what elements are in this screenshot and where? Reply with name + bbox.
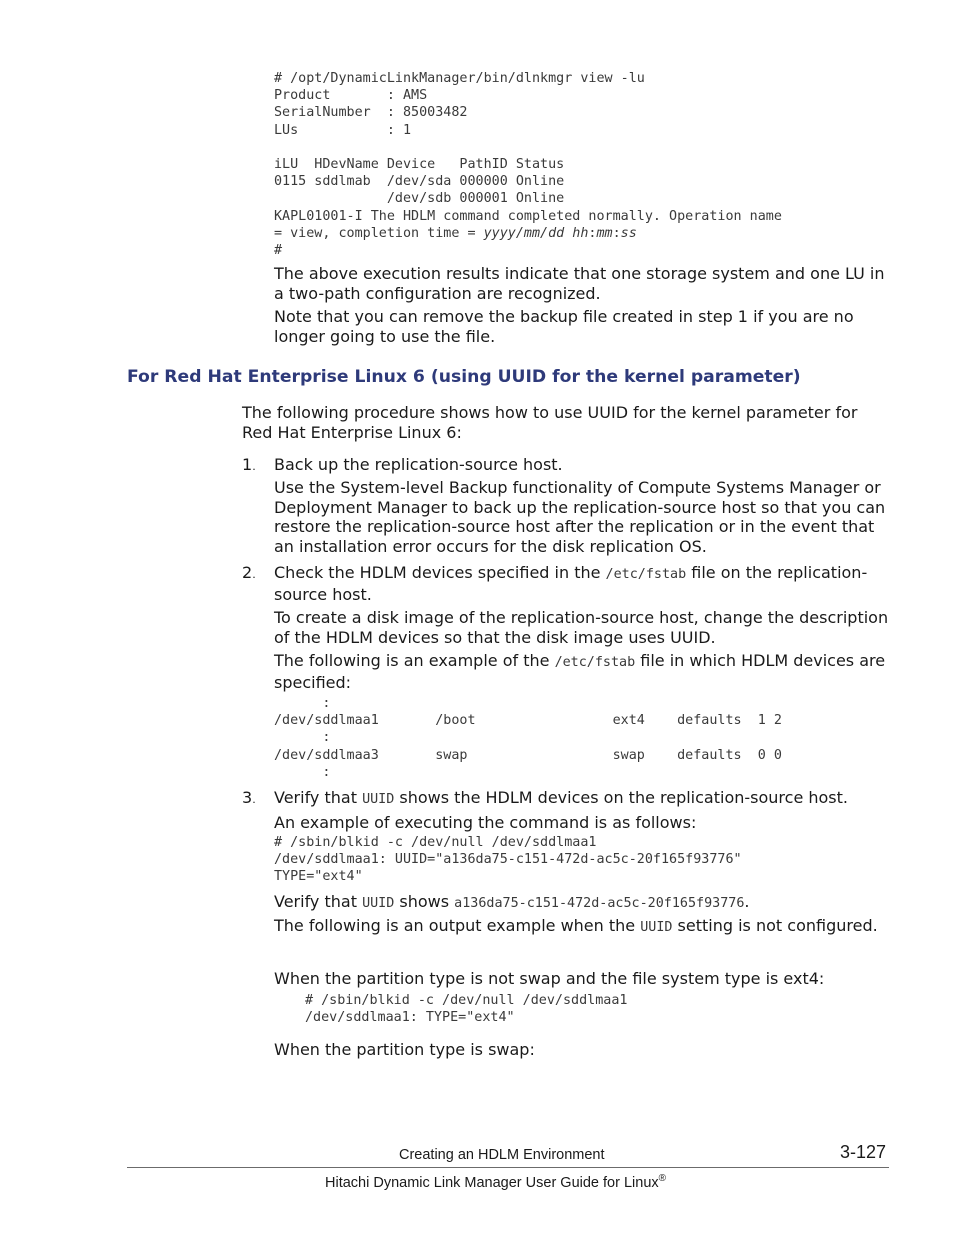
- code-line: /dev/sddlmaa1: UUID="a136da75-c151-472d-ac5c-20f165f93776": [274, 852, 742, 868]
- code-line: /dev/sddlmaa1 /boot ext4 defaults 1 2: [274, 713, 782, 729]
- uuid-term: UUID: [362, 792, 395, 807]
- code-line: :: [274, 764, 331, 780]
- step-3-example-intro: An example of executing the command is as follows:: [274, 813, 697, 832]
- code-line: SerialNumber : 85003482: [274, 105, 468, 121]
- step-2-title: Check the HDLM devices specified in the /etc/fstab file on the replication-source host.: [274, 563, 868, 604]
- blkid-code-block: [274, 834, 742, 886]
- backup-note-paragraph: Note that you can remove the backup file created in step 1 if you are no longer going to use the file.: [274, 307, 854, 346]
- step-number-2: 2.: [242, 563, 256, 582]
- view-lu-code-block: [274, 70, 782, 259]
- case-ext4-label: When the partition type is not swap and the file system type is ext4:: [274, 969, 825, 988]
- code-line: TYPE="ext4": [274, 869, 363, 885]
- step-1-body: Use the System-level Backup functionality of Compute Systems Manager or Deployment Manager to back up the replication-source host so that you can restore the replication-source host after the replication or in the event that an installation error occurs for the disk replication OS.: [274, 478, 886, 556]
- code-line: # /sbin/blkid -c /dev/null /dev/sddlmaa1: [305, 993, 628, 1008]
- uuid-value: a136da75-c151-472d-ac5c-20f165f93776: [454, 896, 745, 911]
- code-line: # /sbin/blkid -c /dev/null /dev/sddlmaa1: [274, 835, 597, 850]
- code-line: :: [274, 696, 331, 711]
- code-line: /dev/sdb 000001 Online: [274, 191, 565, 207]
- code-line: Product : AMS: [274, 88, 428, 104]
- code-line: 0115 sddlmab /dev/sda 000000 Online: [274, 174, 565, 190]
- code-line: iLU HDevName Device PathID Status: [274, 157, 565, 173]
- step-3-title: Verify that UUID shows the HDLM devices on the replication-source host.: [274, 788, 848, 807]
- section-heading: For Red Hat Enterprise Linux 6 (using UUID for the kernel parameter): [127, 367, 801, 387]
- registered-mark: ®: [658, 1173, 667, 1184]
- code-line: :: [274, 730, 331, 746]
- case-swap-label: When the partition type is swap:: [274, 1040, 535, 1059]
- footer-divider: [127, 1167, 889, 1168]
- step-number-1: 1.: [242, 455, 256, 474]
- step-3-verify-line: Verify that UUID shows a136da75-c151-472d-ac5c-20f165f93776.: [274, 892, 750, 911]
- code-line: #: [274, 243, 283, 259]
- code-line: /dev/sddlmaa3 swap swap defaults 0 0: [274, 747, 782, 763]
- completion-line: = view, completion time = yyyy/mm/dd hh:mm:ss: [274, 225, 637, 241]
- step-3-output-intro: The following is an output example when the UUID setting is not configured.: [274, 916, 878, 935]
- uuid-term: UUID: [640, 920, 673, 935]
- fstab-path: /etc/fstab: [605, 567, 687, 582]
- page-number: 3-127: [840, 1142, 887, 1162]
- code-line: KAPL01001-I The HDLM command completed normally. Operation name: [274, 208, 782, 224]
- footer-guide-title: Hitachi Dynamic Link Manager User Guide for Linux®: [325, 1173, 667, 1191]
- uuid-term: UUID: [362, 896, 395, 911]
- step-number-3: 3.: [242, 788, 256, 807]
- fstab-path: /etc/fstab: [554, 655, 636, 670]
- code-line: LUs : 1: [274, 122, 412, 138]
- step-1-title: Back up the replication-source host.: [274, 455, 563, 474]
- section-intro-paragraph: The following procedure shows how to use UUID for the kernel parameter for Red Hat Enterprise Linux 6:: [242, 403, 858, 442]
- step-2-body: To create a disk image of the replication-source host, change the description of the HDLM devices so that the disk image uses UUID.: [274, 608, 889, 647]
- result-paragraph: The above execution results indicate that one storage system and one LU in a two-path configuration are recognized.: [274, 264, 885, 303]
- fstab-code-block: [274, 695, 782, 781]
- code-line: /dev/sddlmaa1: TYPE="ext4": [305, 1010, 515, 1026]
- code-line: # /opt/DynamicLinkManager/bin/dlnkmgr view -lu: [274, 71, 645, 86]
- footer-chapter-title: Creating an HDLM Environment: [399, 1147, 605, 1163]
- step-2-example-intro: The following is an example of the /etc/fstab file in which HDLM devices are specified:: [274, 651, 886, 692]
- ext4-code-block: [305, 992, 627, 1026]
